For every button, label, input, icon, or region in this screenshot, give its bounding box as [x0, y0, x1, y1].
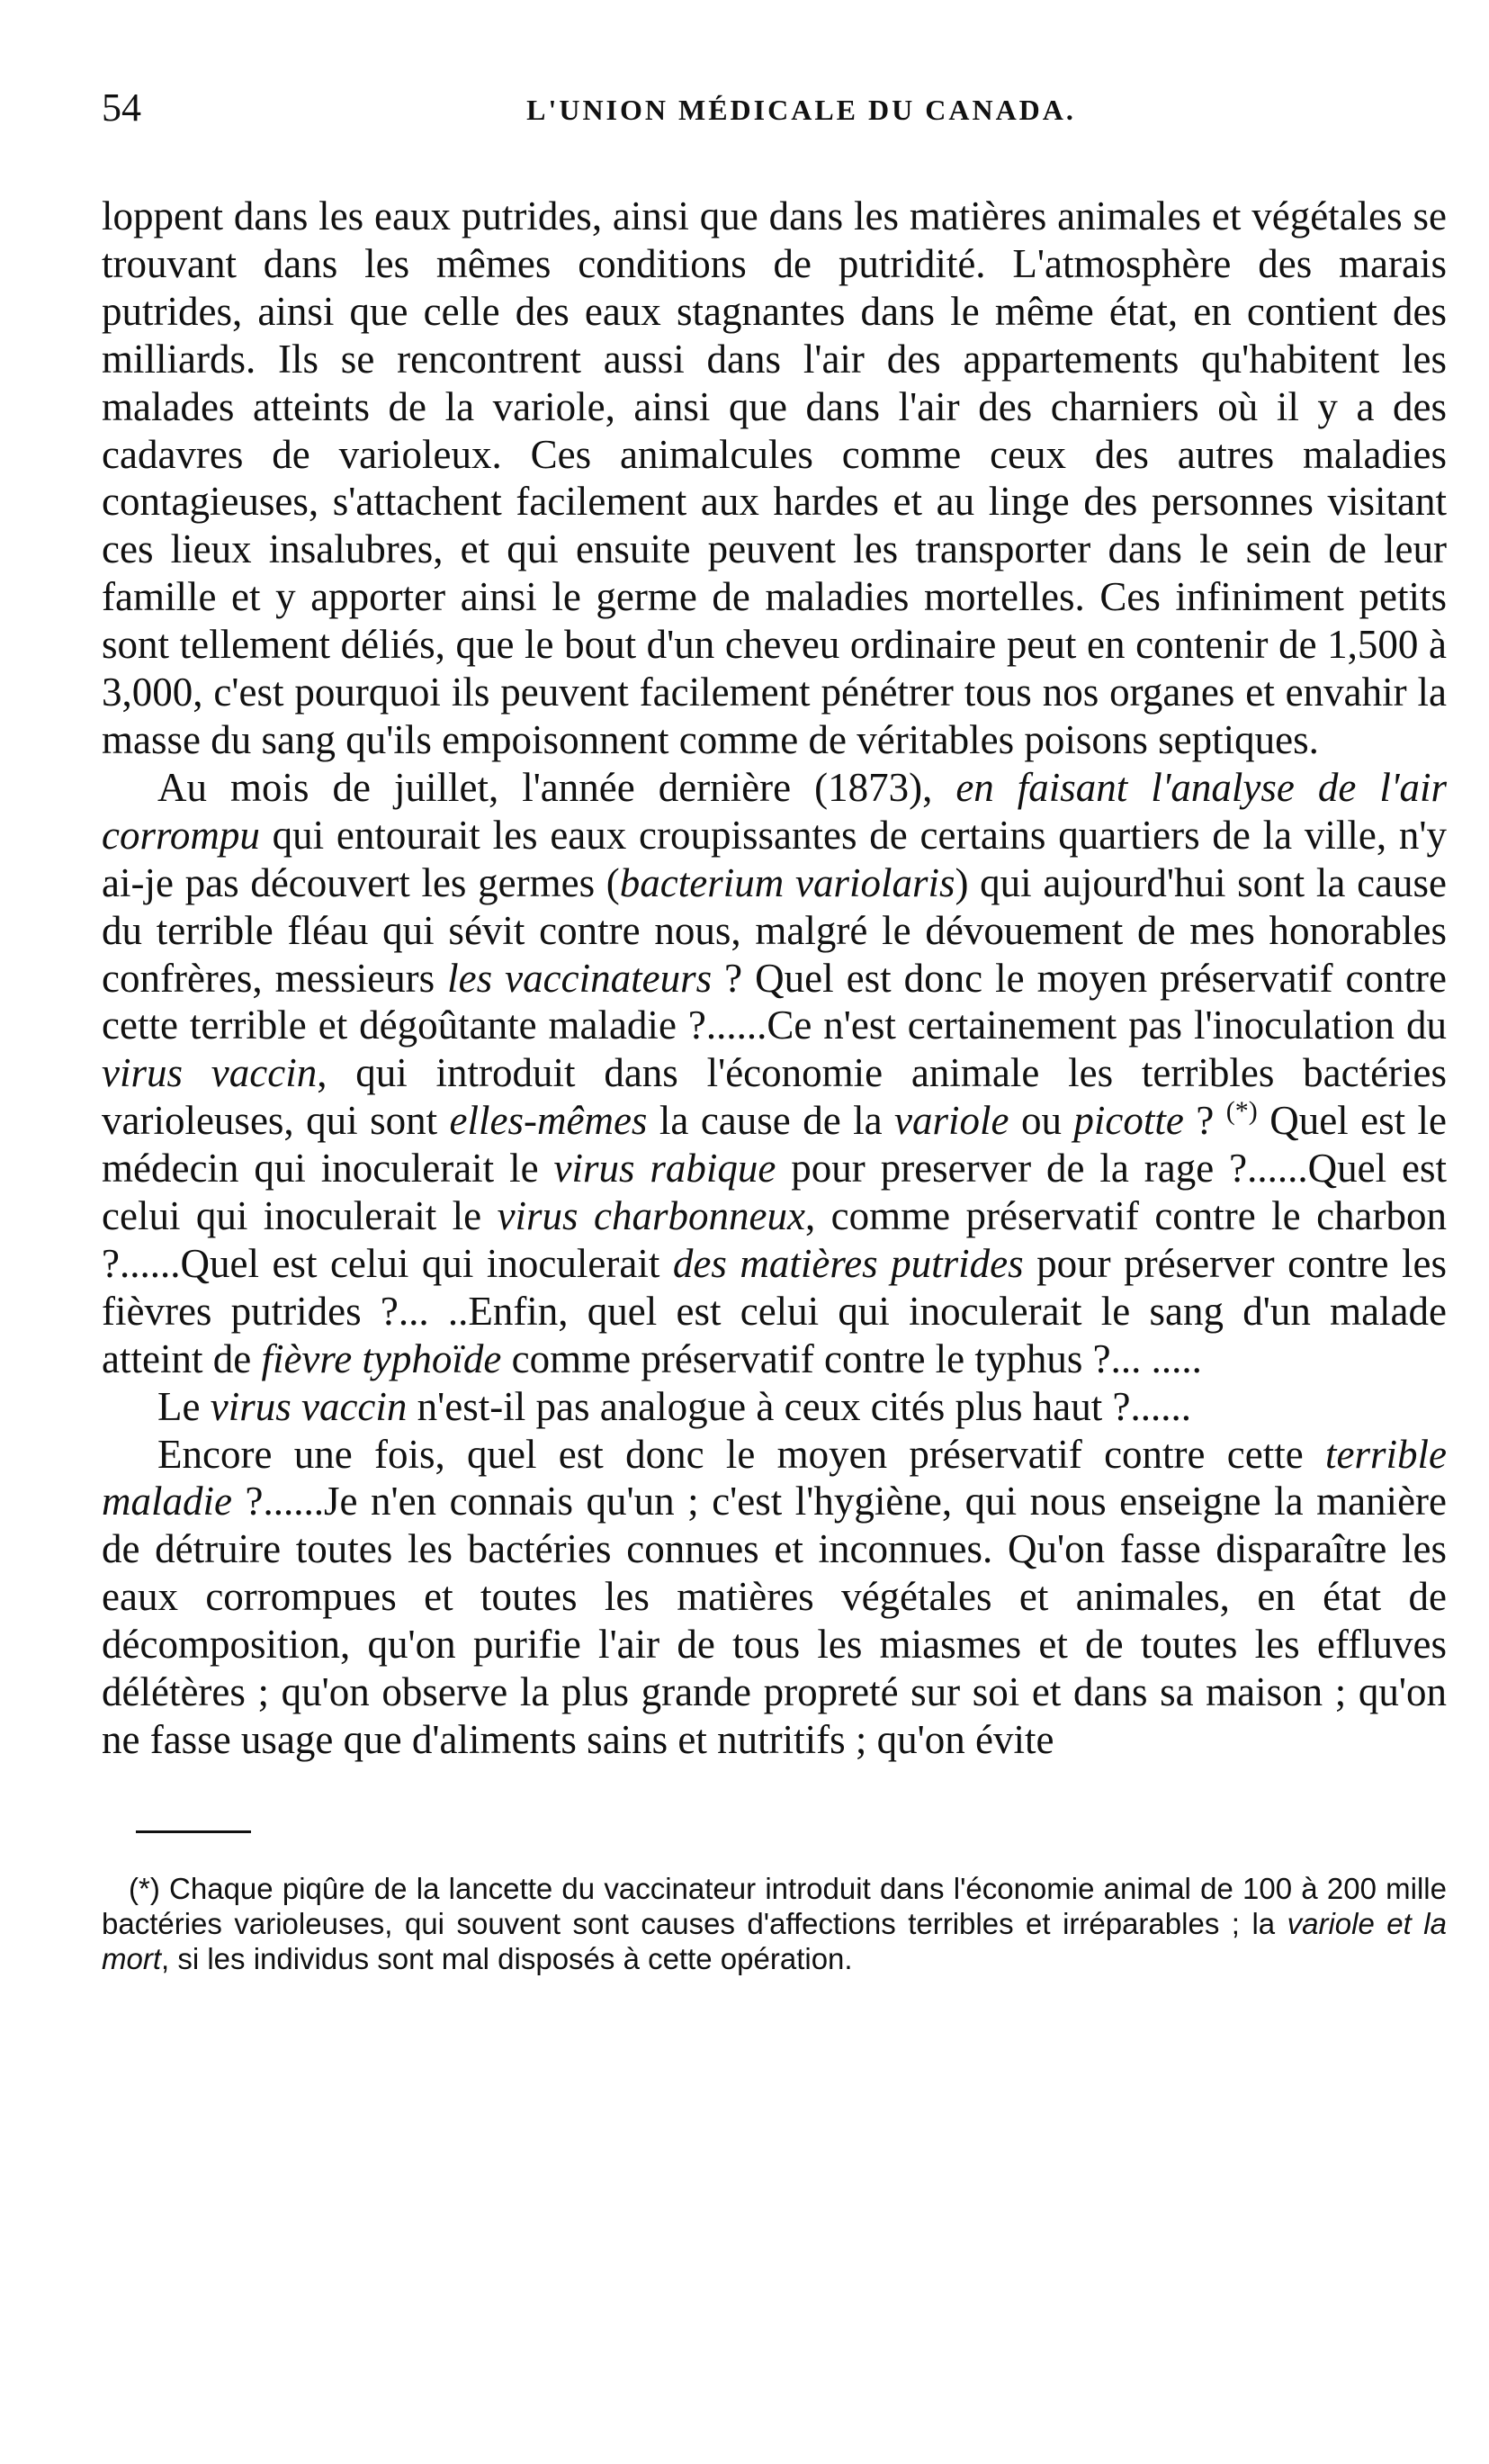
text-run: , comme préservatif contre le charbon ?......Quel est celui qui inoculerait — [102, 1193, 1448, 1286]
italic-run: elles-mêmes — [449, 1098, 648, 1144]
italic-run: variole — [894, 1098, 1009, 1144]
text-run: la cause de la — [647, 1098, 895, 1144]
text-run: n'est-il pas analogue à ceux cités plus haut ?...... — [407, 1383, 1191, 1429]
text-run: Le — [157, 1383, 211, 1429]
text-run: ? — [1183, 1098, 1226, 1144]
italic-run: des matières putrides — [672, 1240, 1024, 1286]
italic-run: virus charbonneux — [497, 1193, 805, 1239]
text-run: ? Quel est donc le moyen préservatif contre cette terrible et dégoûtante maladie ?......Ce n'est certainement pas l'inoculation du — [102, 955, 1447, 1048]
page-header — [102, 83, 1447, 137]
footnote-marker: (*) — [1225, 1096, 1258, 1127]
text-run: ou — [1009, 1098, 1074, 1144]
italic-run: virus vaccin — [102, 1050, 318, 1096]
text-run: qui entourait les eaux croupissantes de certains quartiers de la ville, n'y ai-je pas découvert les germes ( — [102, 812, 1447, 905]
italic-run: les vaccinateurs — [447, 955, 713, 1001]
page-number: 54 — [102, 85, 141, 130]
italic-run: terrible maladie — [102, 1431, 1447, 1524]
paragraph-4 — [102, 1431, 1447, 1764]
paragraph-3 — [102, 1383, 1447, 1431]
paragraph-1: loppent dans les eaux putrides, ainsi que dans les matières animales et végétales se trouvant dans les mêmes conditions de putridité. L'atmosphère des marais putrides, ainsi que celle des eaux stagnantes dans le même état, en contient des milliards. Ils se rencontrent aussi dans l'air des appartements qu'habitent les malades atteints de la variole, ainsi que dans l'air des charniers où il y a des cadavres de varioleux. Ces animalcules comme ceux des autres maladies contagieuses, s'attachent facilement aux hardes et au linge des personnes visitant ces lieux insalubres, et qui ensuite peuvent les transporter dans le sein de leur famille et y apporter ainsi le germe de maladies mortelles. Ces infiniment petits sont tellement déliés, que le bout d'un cheveu ordinaire peut en contenir de 1,500 à 3,000, c'est pourquoi ils peuvent facilement pénétrer tous nos organes et envahir la masse du sang qu'ils empoisonnent comme de véritables poisons septiques. — [102, 193, 1447, 762]
text-run: comme préservatif contre le typhus ?... ..... — [501, 1335, 1202, 1381]
body-text — [102, 193, 1447, 1764]
text-run: , qui introduit dans l'économie animale les terribles bactéries varioleuses, qui sont — [102, 1050, 1448, 1144]
text-run: pour préserver contre les fièvres putrides ?... ..Enfin, quel est celui qui inoculerait le sang d'un malade atteint de — [102, 1240, 1448, 1381]
footnote-rule — [136, 1830, 251, 1833]
page — [102, 83, 1447, 2006]
text-run: Au mois de juillet, l'année dernière (1873), — [157, 764, 956, 810]
paragraph-2 — [102, 764, 1447, 1383]
text-run: Quel est le médecin qui inoculerait le — [102, 1098, 1448, 1192]
text-run: , si les individus sont mal disposés à cette opération. — [161, 1941, 853, 1975]
footnote — [102, 1871, 1447, 1976]
italic-run: bacterium variolaris — [619, 859, 955, 905]
text-run: (*) Chaque piqûre de la lancette du vaccinateur introduit dans l'économie animal de 100 à 200 mille bactéries varioleuses, qui souvent sont causes d'affections terribles et irréparables ; la — [102, 1871, 1447, 1940]
italic-run: picotte — [1073, 1098, 1184, 1144]
italic-run: variole et la mort — [102, 1906, 1447, 1975]
text-run: ?......Je n'en connais qu'un ; c'est l'hygiène, qui nous enseigne la manière de détruire toutes les bactéries connues et inconnues. Qu'on fasse disparaître les eaux corrompues et toutes les matières végétales et animales, en état de décomposition, qu'on purifie l'air de tous les miasmes et de toutes les effluves délétères ; qu'on observe la plus grande propreté sur soi et dans sa maison ; qu'on ne fasse usage que d'aliments sains et nutritifs ; qu'on évite — [102, 1479, 1447, 1762]
italic-run: en faisant l'analyse de l'air corrompu — [102, 764, 1447, 858]
italic-run: fièvre typhoïde — [261, 1335, 502, 1381]
text-run: ) qui aujourd'hui sont la cause du terrible fléau qui sévit contre nous, malgré le dévouement de mes honorables confrères, messieurs — [102, 859, 1448, 1001]
italic-run: virus rabique — [553, 1146, 776, 1192]
text-run: pour preserver de la rage ?......Quel est celui qui inoculerait le — [102, 1146, 1447, 1239]
text-run: Encore une fois, quel est donc le moyen préservatif contre cette — [157, 1431, 1326, 1477]
italic-run: virus vaccin — [210, 1383, 408, 1429]
running-head: L'UNION MÉDICALE DU CANADA. — [526, 94, 1076, 126]
